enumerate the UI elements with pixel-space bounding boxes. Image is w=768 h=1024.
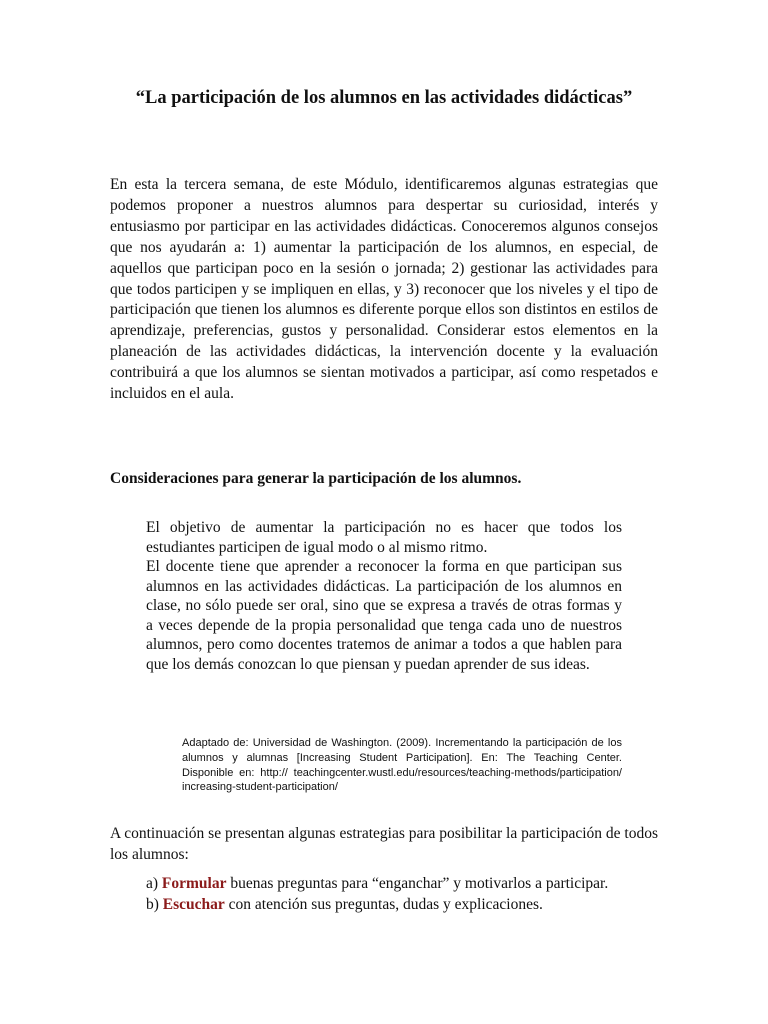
strategy-keyword: Formular xyxy=(161,875,227,892)
list-item xyxy=(146,874,658,894)
strategies-intro: A continuación se presentan algunas estrategias para posibilitar la participación de todos los alumnos: xyxy=(110,825,658,863)
quote-paragraph-1: El objetivo de aumentar la participación no es hacer que todos los estudiantes participen de igual modo o al mismo ritmo. xyxy=(146,519,622,556)
section-heading: Consideraciones para generar la participación de los alumnos. xyxy=(110,470,522,487)
strategy-keyword: Escuchar xyxy=(162,896,225,913)
strategy-text: buenas preguntas para “enganchar” y motivarlos a participar. xyxy=(226,875,609,892)
list-item xyxy=(146,895,658,915)
quote-paragraph-2: El docente tiene que aprender a reconocer la forma en que participan sus alumnos en las actividades didácticas. La participación de los alumnos en clase, no sólo puede ser oral, sino que se expresa a través de otras formas y a veces depende de la propia personalidad que tenga cada uno de nuestros alumnos, pero como docentes tratemos de animar a todos a que hablen para que los demás conozcan lo que piensan y puedan aprender de sus ideas. xyxy=(146,558,622,673)
intro-paragraph: En esta la tercera semana, de este Módulo, identificaremos algunas estrategias que podemos proponer a nuestros alumnos para despertar su curiosidad, interés y entusiasmo por participar en las actividades didácticas. Conoceremos algunos consejos que nos ayudarán a: 1) aumentar la participación de los alumnos, en especial, de aquellos que participan poco en la sesión o jornada; 2) gestionar las actividades para que todos participen y se impliquen en ellas, y 3) reconocer que los niveles y el tipo de participación que tienen los alumnos es diferente porque ellos son distintos en estilos de aprendizaje, preferencias, gustos y personalidad. Considerar estos elementos en la planeación de las actividades didácticas, la intervención docente y la evaluación contribuirá a que los alumnos se sientan motivados a participar, así como respetados e incluidos en el aula. xyxy=(110,176,658,403)
list-marker: b) xyxy=(146,896,159,913)
citation: Adaptado de: Universidad de Washington. (2009). Incrementando la participación de los alumnos y alumnas [Increasing Student Participation]. En: The Teaching Center. Disponible en: http:// teachingcenter.wustl.edu/resources/teaching-methods/participation/ increasing-student-participation/ xyxy=(182,737,622,794)
document-title: “La participación de los alumnos en las actividades didácticas” xyxy=(135,88,633,108)
strategy-text: con atención sus preguntas, dudas y explicaciones. xyxy=(224,896,543,913)
block-quote xyxy=(146,518,622,674)
list-marker: a) xyxy=(146,875,159,892)
strategies-list xyxy=(146,874,658,916)
